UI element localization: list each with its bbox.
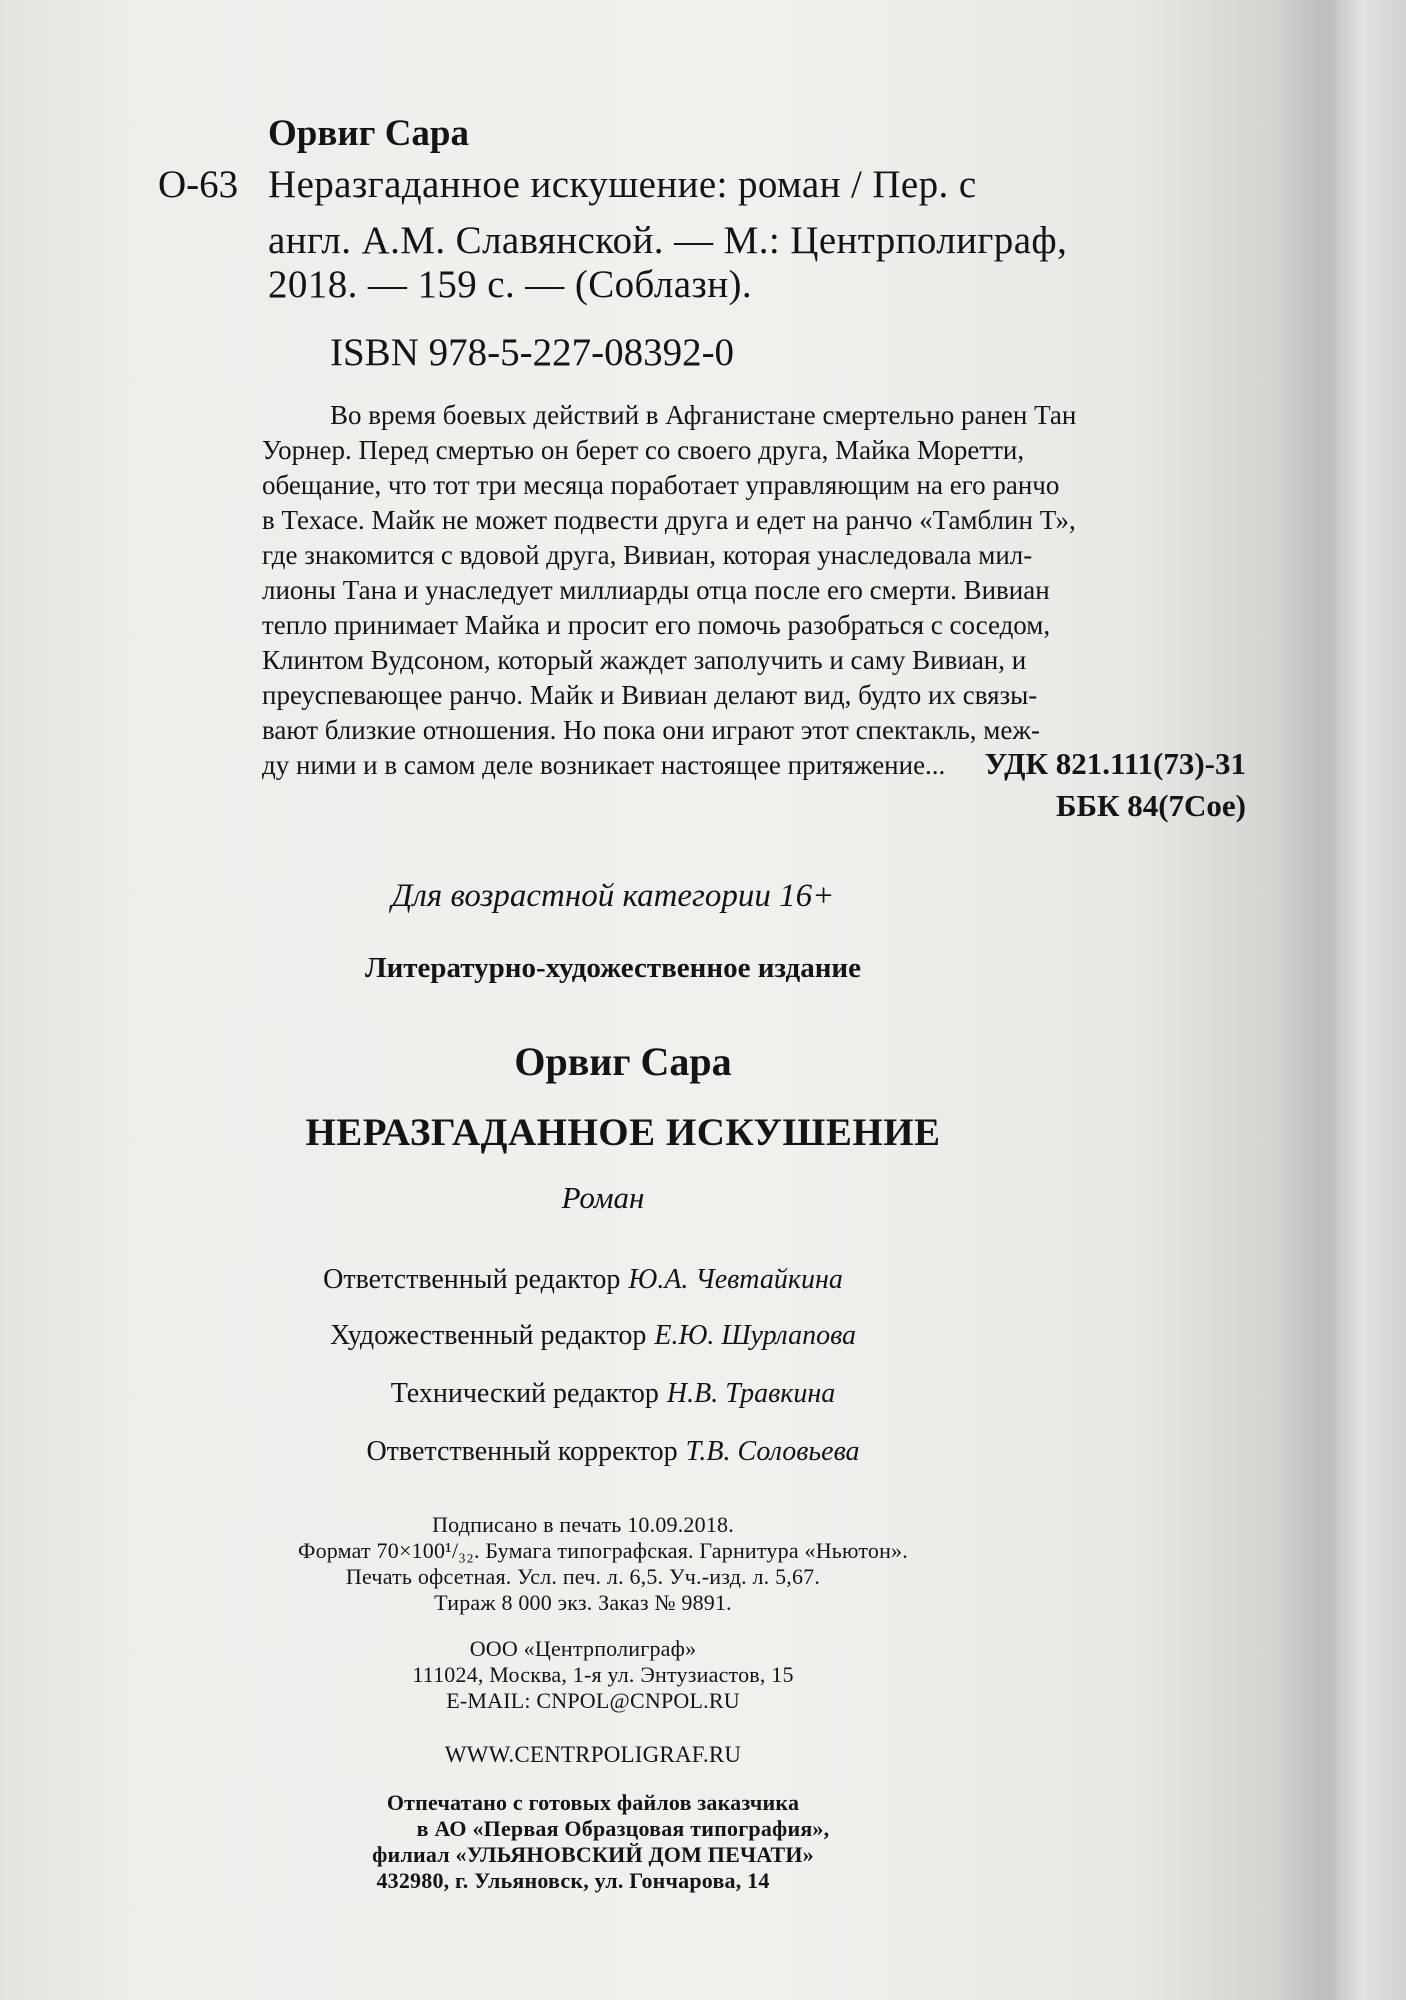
printer-line: Отпечатано с готовых файлов заказчика (386, 1790, 800, 1815)
abstract-line: вают близкие отношения. Но пока они играют этот спектакль, меж- (262, 715, 1040, 745)
bibliographic-line: англ. А.М. Славянской. — М.: Центрполиграф, (268, 219, 1068, 262)
signed-to-print: Подписано в печать 10.09.2018. (432, 1512, 734, 1537)
publisher-website: WWW.CENTRPOLIGRAF.RU (444, 1742, 742, 1767)
printer-line: 432980, г. Ульяновск, ул. Гончарова, 14 (376, 1868, 770, 1893)
printer-line: филиал «УЛЬЯНОВСКИЙ ДОМ ПЕЧАТИ» (372, 1842, 814, 1867)
credit-name: Е.Ю. Шурлапова (654, 1320, 857, 1351)
credit-role: Технический редактор (390, 1378, 659, 1409)
publisher-name: ООО «Центрполиграф» (469, 1636, 697, 1661)
abstract-line: преуспевающее ранчо. Майк и Вивиан делают вид, будто их связы- (262, 680, 1038, 710)
abstract-line: Во время боевых действий в Афганистане смертельно ранен Тан (330, 400, 1077, 430)
genre-label: Роман (561, 1180, 645, 1215)
abstract-line: лионы Тана и унаследует миллиарды отца после его смерти. Вивиан (262, 575, 1050, 605)
abstract-line: Уорнер. Перед смертью он берет со своего друга, Майка Моретти, (262, 435, 1025, 465)
adjacent-page-edge (1336, 0, 1406, 2000)
abstract-line: в Техасе. Майк не может подвести друга и едет на ранчо «Тамблин Т», (262, 505, 1076, 535)
print-run: Тираж 8 000 экз. Заказ № 9891. (434, 1590, 732, 1615)
abstract-line: обещание, что тот три месяца поработает управляющим на его ранчо (262, 470, 1060, 500)
abstract-line: тепло принимает Майка и просит его помочь разобраться с соседом, (262, 610, 1051, 640)
abstract-line: где знакомится с вдовой друга, Вивиан, которая унаследовала мил- (262, 540, 1033, 570)
credit-name: Н.В. Травкина (666, 1378, 836, 1409)
abstract-line: Клинтом Вудсоном, который жаждет заполучить и саму Вивиан, и (262, 645, 1027, 675)
credit-line (0, 1264, 1286, 1296)
library-code: О-63 (158, 163, 239, 206)
credit-name: Ю.А. Чевтайкина (628, 1264, 843, 1295)
book-title: НЕРАЗГАДАННОЕ ИСКУШЕНИЕ (305, 1111, 941, 1154)
udk-code: УДК 821.111(73)-31 (984, 746, 1246, 781)
bibliographic-line: 2018. — 159 с. — (Соблазн). (268, 263, 753, 306)
credit-line (0, 1378, 1316, 1410)
format-info: Формат 70×100¹/₃₂. Бумага типографская. Гарнитура «Ньютон». (298, 1538, 908, 1563)
edition-type: Литературно-художественное издание (364, 952, 862, 984)
credit-name: Т.В. Соловьева (685, 1436, 860, 1467)
bbk-code: ББК 84(7Сое) (1055, 788, 1246, 823)
print-info: Печать офсетная. Усл. печ. л. 6,5. Уч.-изд. л. 5,67. (345, 1564, 821, 1589)
bibliographic-line: Неразгаданное искушение: роман / Пер. с (268, 163, 977, 206)
credit-role: Ответственный редактор (323, 1264, 621, 1295)
author-heading: Орвиг Сара (268, 113, 470, 154)
credit-line (0, 1436, 1316, 1468)
credit-line (0, 1320, 1296, 1352)
credit-role: Художественный редактор (329, 1320, 647, 1351)
abstract-line: ду ними и в самом деле возникает настоящее притяжение... (262, 750, 946, 780)
isbn: ISBN 978-5-227-08392-0 (330, 331, 735, 374)
author-name: Орвиг Сара (514, 1039, 732, 1084)
credit-role: Ответственный корректор (366, 1436, 678, 1467)
publisher-email: E-MAIL: CNPOL@CNPOL.RU (446, 1688, 740, 1713)
printer-line: в АО «Первая Образцовая типография», (416, 1816, 830, 1841)
publisher-address: 111024, Москва, 1-я ул. Энтузиастов, 15 (412, 1662, 794, 1687)
age-rating: Для возрастной категории 16+ (391, 878, 835, 914)
